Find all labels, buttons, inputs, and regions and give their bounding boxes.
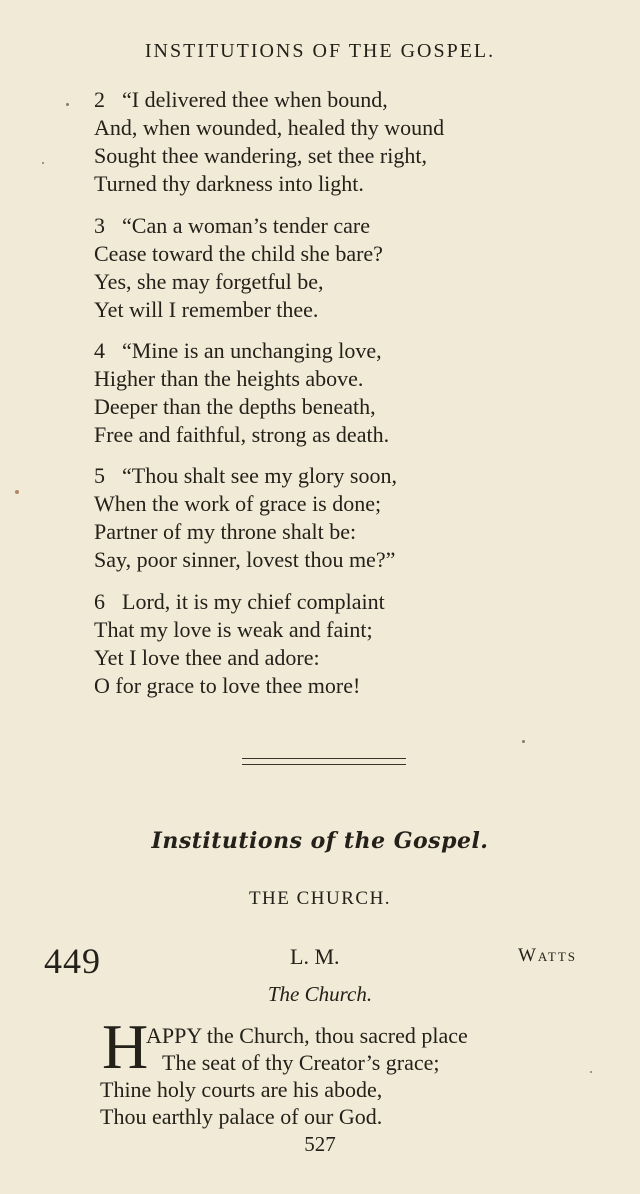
paper-speck (42, 162, 44, 164)
stanza-line-text: Lord, it is my chief complaint (122, 589, 385, 614)
stanza-line: Free and faithful, strong as death. (94, 422, 390, 447)
drop-cap: H (102, 1011, 149, 1082)
paper-speck (590, 1071, 592, 1073)
hymn-meter: L. M. (290, 944, 340, 969)
hymn-line: Thou earthly palace of our God. (100, 1104, 383, 1129)
stanza-number: 4 (94, 338, 105, 363)
stanza-number: 5 (94, 463, 105, 488)
stanza-line: Turned thy darkness into light. (94, 171, 364, 196)
stanza-line: O for grace to love thee more! (94, 673, 361, 698)
stanza-2 (94, 86, 444, 198)
stanza-4 (94, 337, 389, 449)
subsection-heading: THE CHURCH. (248, 888, 392, 909)
hymn-line: APPY the Church, thou sacred place (146, 1023, 468, 1048)
stanza-6 (94, 588, 385, 700)
paper-speck (66, 103, 69, 106)
stanza-line (94, 86, 444, 114)
stanza-line-text: “I delivered thee when bound, (122, 87, 388, 112)
stanza-line: Yes, she may forgetful be, (94, 269, 324, 294)
stanza-line (94, 212, 383, 240)
stanza-3 (94, 212, 383, 324)
section-title: Institutions of the Gospel. (151, 828, 489, 854)
page-number: 527 (304, 1132, 336, 1156)
stanza-line: And, when wounded, healed thy wound (94, 115, 445, 140)
stanza-line: Say, poor sinner, lovest thou me?” (94, 547, 396, 572)
stanza-line: Cease toward the child she bare? (94, 241, 383, 266)
stanza-line: Partner of my throne shalt be: (94, 519, 357, 544)
stanza-line: Yet will I remember thee. (94, 297, 319, 322)
stanza-line (94, 462, 397, 490)
stanza-line: Higher than the heights above. (94, 366, 364, 391)
hymn-line: Thine holy courts are his abode, (100, 1077, 383, 1102)
double-rule-divider (242, 758, 406, 765)
paper-speck (15, 490, 19, 494)
stanza-line-text: “Mine is an unchanging love, (122, 338, 382, 363)
hymn-title: The Church. (267, 982, 373, 1006)
hymn-author: Watts (518, 945, 577, 966)
stanza-line (94, 588, 385, 616)
stanza-line: That my love is weak and faint; (94, 617, 373, 642)
stanza-line: When the work of grace is done; (94, 491, 382, 516)
stanza-5 (94, 462, 397, 574)
stanza-line-text: “Can a woman’s tender care (122, 213, 370, 238)
stanza-number: 6 (94, 589, 105, 614)
stanza-line: Yet I love thee and adore: (94, 645, 320, 670)
running-head: INSTITUTIONS OF THE GOSPEL. (144, 40, 496, 62)
stanza-number: 3 (94, 213, 105, 238)
stanza-line: Deeper than the depths beneath, (94, 394, 376, 419)
hymn-number: 449 (44, 941, 101, 981)
stanza-line (94, 337, 389, 365)
hymn-line: The seat of thy Creator’s grace; (162, 1050, 440, 1075)
stanza-line-text: “Thou shalt see my glory soon, (122, 463, 397, 488)
stanza-number: 2 (94, 87, 105, 112)
stanza-line: Sought thee wandering, set thee right, (94, 143, 427, 168)
paper-speck (522, 740, 525, 743)
hymn-verse (100, 1022, 468, 1130)
